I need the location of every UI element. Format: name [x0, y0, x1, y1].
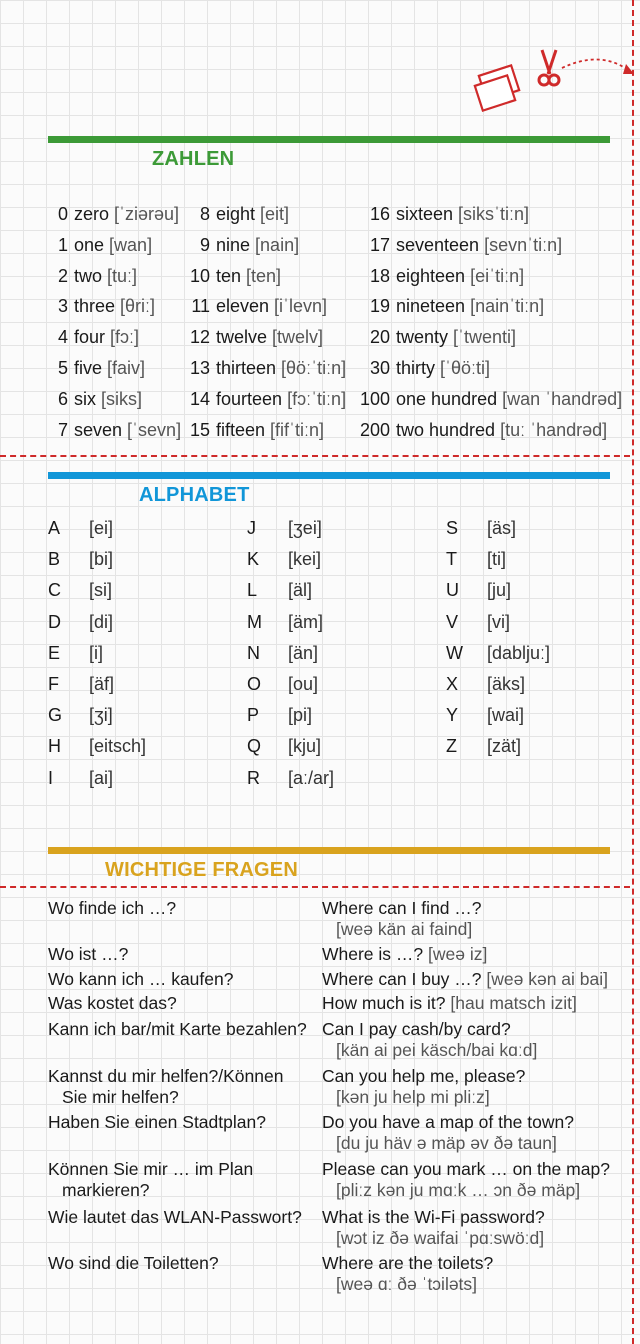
- question-english-ipa: [hau matsch izit]: [450, 993, 577, 1013]
- number-ipa: [sevnˈtiːn]: [484, 234, 563, 255]
- alphabet-pronunciation: [bi]: [89, 549, 114, 570]
- question-english: [322, 944, 640, 965]
- question-english-text: Where can I find …?: [322, 898, 482, 918]
- question-german: [48, 1066, 318, 1108]
- alphabet-letter: D: [48, 611, 61, 632]
- question-english: [322, 1066, 640, 1108]
- number-ipa: [ˈziərəu]: [114, 204, 180, 224]
- number-word-text: one hundred: [396, 388, 503, 409]
- number-word: [396, 415, 607, 445]
- alphabet-pronunciation: [äf]: [89, 674, 115, 694]
- question-german: [48, 969, 318, 990]
- number-digit: 200: [359, 419, 390, 440]
- alphabet-letter: W: [446, 642, 463, 663]
- alphabet-pronunciation: [eitsch]: [89, 736, 147, 757]
- alphabet-letter: U: [446, 580, 459, 601]
- number-word: [396, 384, 622, 414]
- question-english: [322, 1019, 640, 1061]
- alphabet-row: [247, 669, 427, 699]
- alphabet-pronunciation: [kei]: [288, 549, 322, 570]
- number-ipa: [faiv]: [107, 358, 146, 378]
- zahlen-heading: ZAHLEN: [152, 148, 235, 170]
- number-digit: 0: [57, 204, 68, 224]
- question-german: [48, 1112, 318, 1133]
- fragen-bar: [48, 847, 610, 854]
- question-english-text: Can I pay cash/by card?: [322, 1019, 511, 1039]
- alphabet-row: [48, 544, 228, 574]
- alphabet-row: [446, 544, 626, 574]
- alphabet-pronunciation: [ʒei]: [288, 518, 322, 538]
- alphabet-letter: Z: [446, 736, 457, 757]
- number-ipa: [fifˈtiːn]: [270, 419, 325, 440]
- number-ipa: [twelv]: [272, 327, 324, 348]
- number-digit: 2: [57, 265, 68, 286]
- number-digit: 16: [369, 204, 390, 224]
- number-ipa: [ˈsevn]: [127, 419, 182, 440]
- number-row: [0, 291, 620, 321]
- number-ipa: [eit]: [260, 204, 290, 224]
- alphabet-pronunciation: [ti]: [487, 549, 507, 570]
- number-word: [396, 199, 529, 229]
- number-digit: 3: [57, 296, 68, 317]
- scissors-icon: [539, 50, 559, 85]
- alphabet-bar: [48, 472, 610, 479]
- alphabet-pronunciation: [aː/ar]: [288, 767, 335, 788]
- number-word-text: six: [74, 388, 101, 409]
- question-english-text: What is the Wi-Fi password?: [322, 1207, 545, 1227]
- question-german: [48, 1019, 318, 1040]
- number-word-text: fifteen: [216, 419, 271, 440]
- alphabet-row: [446, 638, 626, 668]
- question-german-text: Wie lautet das WLAN-Passwort?: [48, 1207, 302, 1227]
- number-digit: 5: [57, 358, 68, 378]
- alphabet-pronunciation: [äs]: [487, 518, 517, 538]
- alphabet-letter: N: [247, 642, 260, 663]
- fragen-heading: WICHTIGE FRAGEN: [105, 859, 298, 881]
- number-word-text: sixteen: [396, 204, 459, 224]
- number-word: [396, 230, 562, 260]
- question-german-text: Wo kann ich … kaufen?: [48, 969, 234, 989]
- number-digit: 12: [189, 327, 210, 348]
- number-digit: 17: [369, 234, 390, 255]
- number-row: [0, 261, 620, 291]
- number-word: [396, 261, 524, 291]
- alphabet-row: [446, 575, 626, 605]
- number-ipa: [θriː]: [120, 296, 156, 317]
- question-english-pronunciation: [weə ɑː ðə ˈtɔiləts]: [336, 1274, 478, 1294]
- question-english-pronunciation: [weə kän ai faind]: [336, 919, 473, 939]
- number-row: [0, 415, 620, 445]
- alphabet-pronunciation: [äm]: [288, 611, 324, 632]
- alphabet-letter: Y: [446, 705, 459, 726]
- cut-line-2: [0, 886, 630, 888]
- number-word-text: two: [74, 265, 108, 286]
- number-word-text: ten: [216, 265, 247, 286]
- number-word-text: nine: [216, 234, 256, 255]
- alphabet-letter: I: [48, 767, 54, 788]
- number-ipa: [nain]: [255, 234, 300, 255]
- alphabet-row: [48, 669, 228, 699]
- alphabet-pronunciation: [zät]: [487, 736, 522, 757]
- number-ipa: [tuː]: [107, 265, 138, 286]
- number-ipa: [siks]: [101, 388, 143, 409]
- number-row: [0, 353, 620, 383]
- alphabet-pronunciation: [än]: [288, 642, 319, 663]
- alphabet-pronunciation: [kju]: [288, 736, 322, 757]
- question-english-ipa: [weə kən ai bai]: [486, 969, 609, 989]
- cut-line-1: [0, 455, 630, 457]
- question-german-cont: markieren?: [62, 1180, 150, 1200]
- alphabet-letter: P: [247, 705, 260, 726]
- alphabet-row: [247, 700, 427, 730]
- question-german-text: Wo finde ich …?: [48, 898, 177, 918]
- alphabet-pronunciation: [i]: [89, 642, 104, 663]
- number-digit: 14: [189, 388, 210, 409]
- question-english-text: Do you have a map of the town?: [322, 1112, 574, 1132]
- question-english-pronunciation: [kən ju help mi pliːz]: [336, 1087, 490, 1107]
- alphabet-letter: A: [48, 518, 61, 538]
- number-digit: 4: [57, 327, 68, 348]
- alphabet-row: [446, 731, 626, 761]
- alphabet-letter: B: [48, 549, 61, 570]
- alphabet-pronunciation: [äl]: [288, 580, 313, 601]
- alphabet-pronunciation: [pi]: [288, 705, 313, 726]
- question-english-pronunciation: [pliːz kən ju mɑːk … ɔn ðə mäp]: [336, 1180, 581, 1200]
- number-ipa: [iˈlevn]: [274, 296, 328, 317]
- number-ipa: [fɔː]: [110, 327, 140, 348]
- question-english: [322, 1253, 640, 1295]
- number-ipa: [tuː ˈhandrəd]: [500, 419, 608, 440]
- alphabet-row: [247, 607, 427, 637]
- number-digit: 1: [57, 234, 68, 255]
- number-word-text: thirty: [396, 358, 441, 378]
- number-digit: 9: [199, 234, 210, 255]
- question-german-cont: Sie mir helfen?: [62, 1087, 179, 1107]
- number-row: [0, 230, 620, 260]
- alphabet-pronunciation: [ei]: [89, 518, 114, 538]
- number-word-text: twelve: [216, 327, 273, 348]
- alphabet-row: [48, 700, 228, 730]
- alphabet-pronunciation: [ju]: [487, 580, 512, 601]
- question-german-text: Kannst du mir helfen?/Können: [48, 1066, 284, 1086]
- alphabet-letter: E: [48, 642, 61, 663]
- alphabet-letter: Q: [247, 736, 262, 757]
- number-ipa: [wan ˈhandrəd]: [502, 388, 623, 409]
- number-ipa: [θöːˈtiːn]: [281, 358, 347, 378]
- number-word-text: four: [74, 327, 111, 348]
- number-digit: 6: [57, 388, 68, 409]
- alphabet-letter: F: [48, 674, 59, 694]
- alphabet-row: [446, 669, 626, 699]
- question-german: [48, 898, 318, 919]
- number-word-text: thirteen: [216, 358, 282, 378]
- scissors-decoration: [470, 40, 640, 120]
- number-ipa: [eiˈtiːn]: [470, 265, 525, 286]
- question-german: [48, 1159, 318, 1201]
- question-german: [48, 1253, 318, 1274]
- number-ipa: [ˈtwenti]: [453, 327, 517, 348]
- number-ipa: [ˈθöːti]: [440, 358, 491, 378]
- alphabet-letter: H: [48, 736, 61, 757]
- question-english: [322, 1159, 640, 1201]
- question-english: [322, 1207, 640, 1249]
- question-german-text: Können Sie mir … im Plan: [48, 1159, 254, 1179]
- alphabet-row: [48, 575, 228, 605]
- question-english-ipa: [weə iz]: [428, 944, 488, 964]
- number-word-text: zero: [74, 204, 115, 224]
- alphabet-pronunciation: [dabljuː]: [487, 642, 551, 663]
- question-german-text: Was kostet das?: [48, 993, 177, 1013]
- question-german: [48, 1207, 318, 1228]
- question-english-pronunciation: [wɔt iz ðə waifai ˈpɑːswöːd]: [336, 1228, 545, 1248]
- alphabet-row: [48, 607, 228, 637]
- number-digit: 18: [369, 265, 390, 286]
- alphabet-row: [446, 513, 626, 543]
- alphabet-row: [247, 544, 427, 574]
- number-digit: 30: [369, 358, 390, 378]
- alphabet-letter: M: [247, 611, 262, 632]
- question-german-text: Wo ist …?: [48, 944, 129, 964]
- number-digit: 11: [191, 296, 210, 317]
- number-word-text: seventeen: [396, 234, 485, 255]
- alphabet-letter: S: [446, 518, 459, 538]
- question-german: [48, 993, 318, 1014]
- alphabet-letter: T: [446, 549, 457, 570]
- alphabet-pronunciation: [ai]: [89, 767, 114, 788]
- alphabet-heading: ALPHABET: [139, 484, 250, 506]
- alphabet-letter: K: [247, 549, 260, 570]
- alphabet-letter: G: [48, 705, 63, 726]
- question-english-text: Where is …?: [322, 944, 424, 964]
- alphabet-pronunciation: [si]: [89, 580, 113, 601]
- question-english: [322, 898, 640, 940]
- number-word: [396, 322, 516, 352]
- number-word-text: five: [74, 358, 108, 378]
- alphabet-row: [446, 607, 626, 637]
- question-german-text: Wo sind die Toiletten?: [48, 1253, 219, 1273]
- alphabet-row: [247, 638, 427, 668]
- number-word-text: eight: [216, 204, 261, 224]
- alphabet-row: [247, 731, 427, 761]
- question-english-text: Where can I buy …?: [322, 969, 482, 989]
- number-word-text: seven: [74, 419, 128, 440]
- question-english-text: Can you help me, please?: [322, 1066, 526, 1086]
- alphabet-letter: J: [247, 518, 256, 538]
- zahlen-bar: [48, 136, 610, 143]
- number-digit: 10: [189, 265, 210, 286]
- number-digit: 19: [369, 296, 390, 317]
- alphabet-row: [247, 763, 427, 793]
- alphabet-row: [48, 763, 228, 793]
- alphabet-row: [247, 513, 427, 543]
- question-english: [322, 969, 640, 990]
- alphabet-row: [247, 575, 427, 605]
- question-german: [48, 944, 318, 965]
- arrow-icon: [562, 59, 628, 70]
- number-word-text: three: [74, 296, 121, 317]
- alphabet-row: [48, 513, 228, 543]
- alphabet-pronunciation: [ʒi]: [89, 705, 113, 726]
- question-german-text: Haben Sie einen Stadtplan?: [48, 1112, 266, 1132]
- question-english-text: Please can you mark … on the map?: [322, 1159, 610, 1179]
- question-english-text: Where are the toilets?: [322, 1253, 494, 1273]
- number-ipa: [siksˈtiːn]: [458, 204, 530, 224]
- number-digit: 8: [199, 204, 210, 224]
- number-word: [396, 353, 490, 383]
- alphabet-letter: O: [247, 674, 262, 694]
- alphabet-letter: C: [48, 580, 61, 601]
- alphabet-pronunciation: [ou]: [288, 674, 319, 694]
- alphabet-row: [446, 700, 626, 730]
- number-ipa: [ten]: [246, 265, 282, 286]
- number-word-text: one: [74, 234, 110, 255]
- number-word-text: fourteen: [216, 388, 288, 409]
- question-english-pronunciation: [du ju häv ə mäp əv ðə taun]: [336, 1133, 557, 1153]
- number-word-text: nineteen: [396, 296, 471, 317]
- number-word-text: eleven: [216, 296, 275, 317]
- question-english: [322, 1112, 640, 1154]
- alphabet-pronunciation: [wai]: [487, 705, 525, 726]
- alphabet-pronunciation: [di]: [89, 611, 114, 632]
- cards-icon: [475, 65, 519, 110]
- number-digit: 15: [189, 419, 210, 440]
- number-word: [396, 291, 544, 321]
- number-ipa: [nainˈtiːn]: [470, 296, 545, 317]
- number-digit: 20: [369, 327, 390, 348]
- alphabet-letter: R: [247, 767, 260, 788]
- number-digit: 100: [359, 388, 390, 409]
- number-digit: 13: [189, 358, 210, 378]
- question-english: [322, 993, 640, 1014]
- number-row: [0, 322, 620, 352]
- alphabet-letter: V: [446, 611, 459, 632]
- alphabet-letter: L: [247, 580, 258, 601]
- number-word-text: eighteen: [396, 265, 471, 286]
- alphabet-row: [48, 638, 228, 668]
- number-word-text: twenty: [396, 327, 454, 348]
- number-digit: 7: [57, 419, 68, 440]
- question-german-text: Kann ich bar/mit Karte bezahlen?: [48, 1019, 307, 1039]
- question-english-text: How much is it?: [322, 993, 446, 1013]
- alphabet-pronunciation: [äks]: [487, 674, 526, 694]
- alphabet-letter: X: [446, 674, 459, 694]
- number-row: [0, 199, 620, 229]
- number-ipa: [fɔːˈtiːn]: [287, 388, 347, 409]
- question-english-pronunciation: [kän ai pei käsch/bai kɑːd]: [336, 1040, 538, 1060]
- number-word-text: two hundred: [396, 419, 501, 440]
- number-ipa: [wan]: [109, 234, 153, 255]
- alphabet-row: [48, 731, 228, 761]
- alphabet-pronunciation: [vi]: [487, 611, 511, 632]
- number-row: [0, 384, 623, 414]
